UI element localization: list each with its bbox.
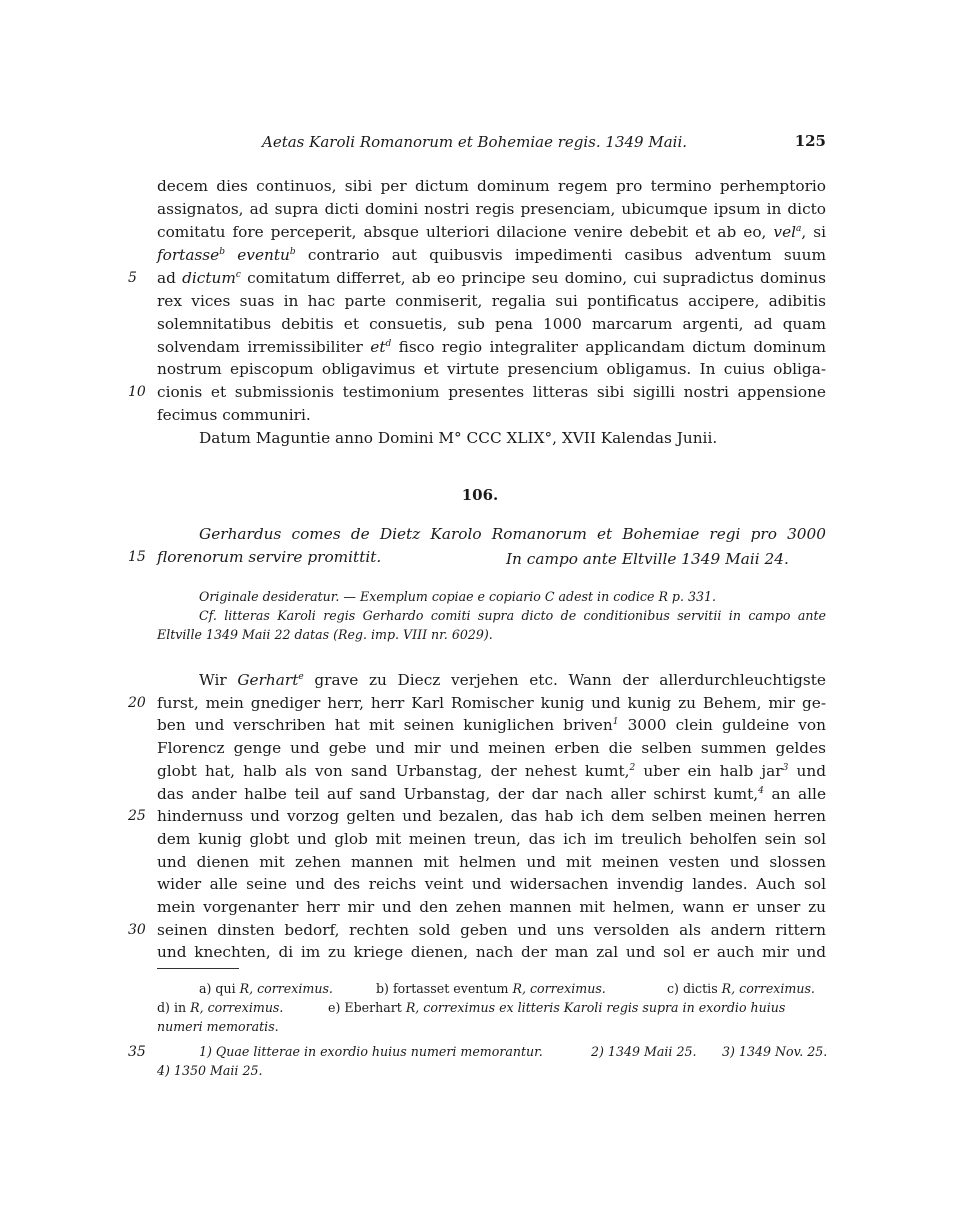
footnote-line: c) dictis R, correximus. <box>667 981 815 996</box>
text-line: comitatu fore perceperit, absque ulteriori dilacione venire debebit et ab eo, vel$^a$, si <box>157 223 826 241</box>
footnote-line: a) qui R, correximus. <box>199 981 333 996</box>
text-line: Wir Gerhart$^e$ grave zu Diecz verjehen etc. Wann der allerdurchleuchtigste <box>199 671 826 689</box>
footnote-line: 1) Quae litterae in exordio huius numeri memorantur. <box>199 1044 543 1059</box>
text-line: globt hat, halb als von sand Urbanstag, der nehest kumt,$^2$ uber ein halb jar$^3$ und <box>157 762 826 780</box>
source-line: Eltville 1349 Maii 22 datas (Reg. imp. VIII nr. 6029). <box>157 627 493 642</box>
text-line: ben und verschriben hat mit seinen kuniglichen briven$^1$ 3000 clein guldeine von <box>157 716 826 734</box>
text-line: cionis et submissionis testimonium presentes litteras sibi sigilli nostri appensione <box>157 383 826 401</box>
text-line: fecimus communiri. <box>157 406 311 424</box>
place-date: In campo ante Eltville 1349 Maii 24. <box>506 550 789 568</box>
line-number: 30 <box>128 922 146 938</box>
line-number: 35 <box>128 1044 146 1060</box>
footnote-line: b) fortasset eventum R, correximus. <box>376 981 606 996</box>
footnote-rule <box>157 968 239 969</box>
line-number: 20 <box>128 695 146 711</box>
text-line: seinen dinsten bedorf, rechten sold geben und uns versolden als andern rittern <box>157 921 826 939</box>
footnote-line: e) Eberhart R, correximus ex litteris Karoli regis supra in exordio huius <box>328 1000 786 1015</box>
text-line: mein vorgenanter herr mir und den zehen mannen mit helmen, wann er unser zu <box>157 898 826 916</box>
footnote-line: d) in R, correximus. <box>157 1000 284 1015</box>
regest-line: Gerhardus comes de Dietz Karolo Romanorum et Bohemiae regi pro 3000 <box>199 525 826 543</box>
text-line: wider alle seine und des reichs veint und widersachen invendig landes. Auch sol <box>157 875 826 893</box>
line-number: 5 <box>128 270 137 286</box>
text-line: das ander halbe teil auf sand Urbanstag, der dar nach aller schirst kumt,$^4$ an alle <box>157 785 827 803</box>
text-line: und knechten, di im zu kriege dienen, nach der man zal und sol er auch mir und <box>157 943 826 961</box>
footnote-line: numeri memoratis. <box>157 1019 279 1034</box>
text-line: solemnitatibus debitis et consuetis, sub pena 1000 marcarum argenti, ad quam <box>157 315 826 333</box>
regest-line: florenorum servire promittit. <box>157 548 382 566</box>
line-number: 15 <box>128 549 146 565</box>
text-line: dem kunig globt und glob mit meinen treun, das ich im treulich beholfen sein sol <box>157 830 826 848</box>
text-line: solvendam irremissibiliter $et^d$ fisco regio integraliter applicandam dictum dominum <box>157 338 826 356</box>
running-title: Aetas Karoli Romanorum et Bohemiae regis. 1349 Maii. <box>262 133 688 151</box>
source-line: Originale desideratur. — Exemplum copiae e copiario C adest in codice R p. 331. <box>199 589 717 604</box>
dating-clause: Datum Maguntie anno Domini M° CCC XLIX°, XVII Kalendas Junii. <box>199 429 718 447</box>
text-line: Florencz genge und gebe und mir und meinen erben die selben summen geldes <box>157 739 826 757</box>
document-number: 106. <box>461 486 499 504</box>
text-line: ad dictum$^c$ comitatum differret, ab eo principe seu domino, cui supradictus dominus <box>157 269 826 287</box>
text-line: hindernuss und vorzog gelten und bezalen, das hab ich dem selben meinen herren <box>157 807 826 825</box>
text-line: fortasse$^b$ eventu$^b$ contrario aut quibusvis impedimenti casibus adventum suum <box>157 246 826 264</box>
text-line: rex vices suas in hac parte conmiserit, regalia sui pontificatus accipere, adibitis <box>157 292 826 310</box>
page-number: 125 <box>794 132 826 150</box>
text-line: decem dies continuos, sibi per dictum dominum regem pro termino perhemptorio <box>157 177 826 195</box>
text-line: assignatos, ad supra dicti domini nostri regis presenciam, ubicumque ipsum in dicto <box>157 200 826 218</box>
line-number: 25 <box>128 808 146 824</box>
footnote-line: 4) 1350 Maii 25. <box>157 1063 263 1078</box>
source-line: Cf. litteras Karoli regis Gerhardo comiti supra dicto de conditionibus servitii in campo ante <box>199 608 826 623</box>
text-line: furst, mein gnediger herr, herr Karl Romischer kunig und kunig zu Behem, mir ge- <box>157 694 826 712</box>
footnote-line: 3) 1349 Nov. 25. <box>722 1044 828 1059</box>
footnote-line: 2) 1349 Maii 25. <box>591 1044 697 1059</box>
line-number: 10 <box>128 384 146 400</box>
text-line: und dienen mit zehen mannen mit helmen und mit meinen vesten und slossen <box>157 853 826 871</box>
text-line: nostrum episcopum obligavimus et virtute presencium obligamus. In cuius obliga- <box>157 360 826 378</box>
